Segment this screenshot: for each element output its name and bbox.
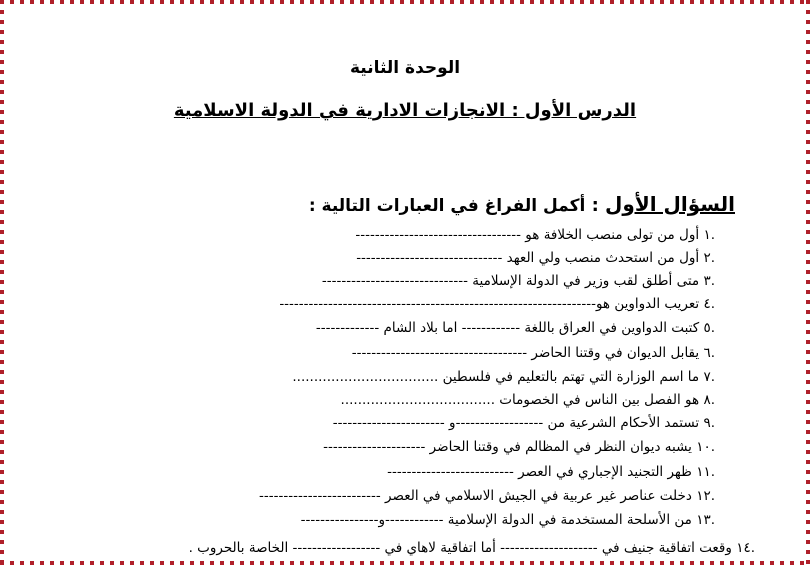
decorative-border-left <box>0 0 4 565</box>
decorative-border-bottom <box>0 561 810 565</box>
question-item-7: .٧ ما اسم الوزارة التي تهتم بالتعليم في فلسطين .................................. <box>292 369 715 385</box>
question-item-14: .١٤ وقعت اتفاقية جنيف في -------------------- أما اتفاقية لاهاي في ------------------ الخاصة بالحروب . <box>188 540 755 556</box>
question-item-12: .١٢ دخلت عناصر غير عربية في الجيش الاسلامي في العصر ------------------------- <box>258 488 715 504</box>
question-separator: : <box>585 195 606 216</box>
question-item-9: .٩ تستمد الأحكام الشرعية من ------------------و ----------------------- <box>332 415 715 431</box>
question-item-2: .٢ أول من استحدث منصب ولي العهد ------------------------------ <box>356 250 715 266</box>
question-heading <box>309 192 735 216</box>
decorative-border-top <box>0 0 810 4</box>
question-item-3: .٣ متى أطلق لقب وزير في الدولة الإسلامية ------------------------------ <box>321 273 715 289</box>
question-item-6: .٦ يقابل الديوان في وقتنا الحاضر ------------------------------------ <box>351 345 715 361</box>
question-item-13: .١٣ من الأسلحة المستخدمة في الدولة الإسلامية ------------و---------------- <box>300 512 715 528</box>
question-item-4: .٤ تعريب الدواوين هو----------------------------------------------------------------- <box>279 296 715 312</box>
question-item-5: .٥ كتبت الدواوين في العراق باللغة ------------ اما بلاد الشام ------------- <box>315 320 715 336</box>
question-item-8: .٨ هو الفصل بين الناس في الخصومات .................................... <box>340 392 715 408</box>
unit-title: الوحدة الثانية <box>349 58 461 78</box>
question-item-10: .١٠ يشبه ديوان النظر في المظالم في وقتنا الحاضر --------------------- <box>323 439 715 455</box>
lesson-title: الدرس الأول : الانجازات الادارية في الدولة الاسلامية <box>173 100 637 121</box>
question-label: السؤال الأول <box>605 192 735 216</box>
question-instruction: أكمل الفراغ في العبارات التالية : <box>308 196 586 216</box>
decorative-border-right <box>806 0 810 565</box>
question-item-1: .١ أول من تولى منصب الخلافة هو ---------------------------------- <box>355 227 715 243</box>
question-item-11: .١١ ظهر التجنيد الإجباري في العصر -------------------------- <box>387 464 715 480</box>
